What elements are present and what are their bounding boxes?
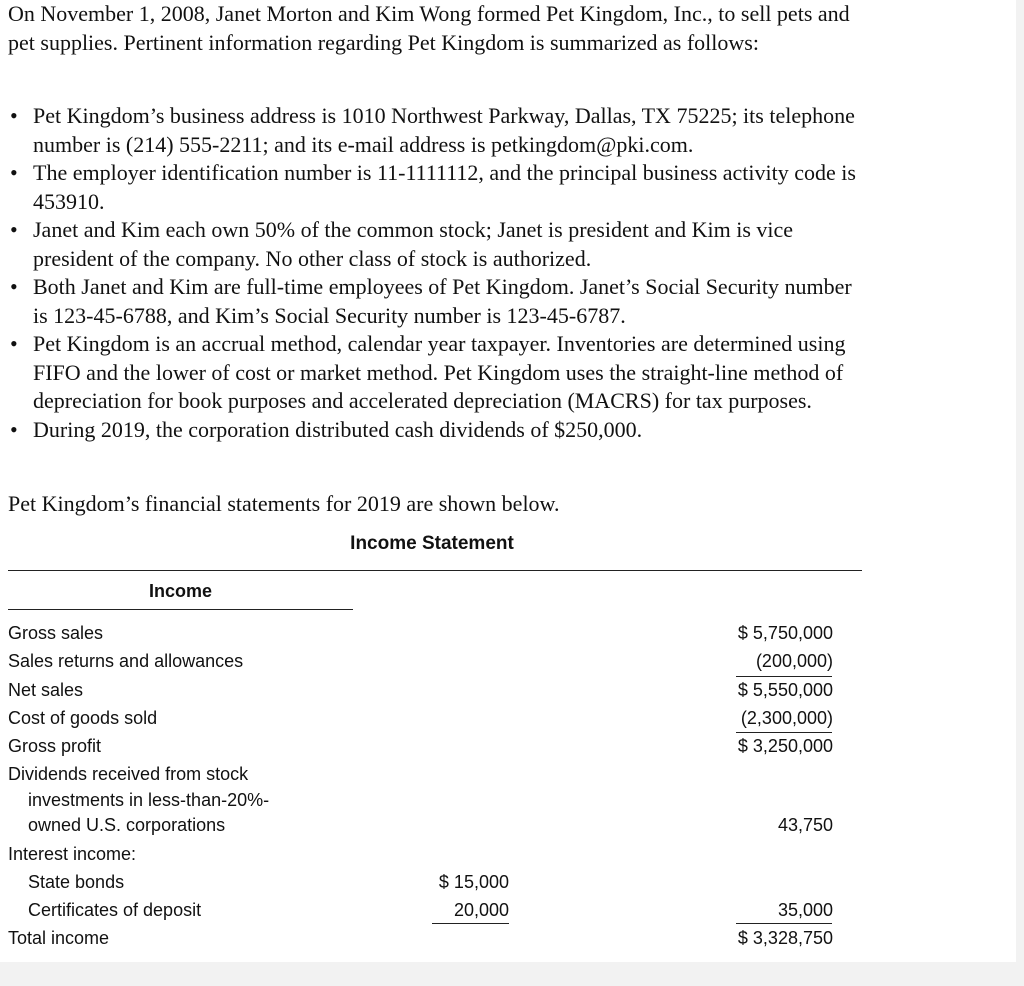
bullet-icon: • xyxy=(10,103,18,128)
list-item: • Janet and Kim each own 50% of the common stock; Janet is president and Kim is vice president of the company. No other class of stock is authorized. xyxy=(10,217,794,271)
row-label-cogs: Cost of goods sold xyxy=(8,708,158,728)
amount-total-income: $ 3,328,750 xyxy=(737,928,833,948)
intro-paragraph: On November 1, 2008, Janet Morton and Kim Wong formed Pet Kingdom, Inc., to sell pets and pet supplies. Pertinent information regarding Pet Kingdom is summarized as follows: xyxy=(8,1,850,55)
income-statement-title: Income Statement xyxy=(350,533,514,554)
row-label-gross-sales: Gross sales xyxy=(8,623,104,643)
row-label-dividends-1: Dividends received from stock xyxy=(8,764,249,784)
list-item: • Pet Kingdom’s business address is 1010 Northwest Parkway, Dallas, TX 75225; its telephone number is (214) 555-2211; and its e-mail address is petkingdom@pki.com. xyxy=(10,103,855,157)
row-label-interest-income: Interest income: xyxy=(8,844,137,864)
divider xyxy=(8,570,862,571)
list-item: • Both Janet and Kim are full-time employees of Pet Kingdom. Janet’s Social Security number is 123-45-6788, and Kim’s Social Security number is 123-45-6787. xyxy=(10,274,852,328)
amount-interest-total: 35,000 xyxy=(777,900,833,920)
bullet-icon: • xyxy=(10,160,18,185)
income-section-heading: Income xyxy=(148,581,213,601)
bullet-icon: • xyxy=(10,217,18,242)
statement-intro: Pet Kingdom’s financial statements for 2019 are shown below. xyxy=(8,491,560,516)
underline xyxy=(736,676,832,677)
list-item: • During 2019, the corporation distributed cash dividends of $250,000. xyxy=(8,416,864,445)
amount-gross-profit: $ 3,250,000 xyxy=(737,736,833,756)
row-label-certificates: Certificates of deposit xyxy=(28,900,202,920)
row-label-returns: Sales returns and allowances xyxy=(8,651,244,671)
divider xyxy=(8,609,353,610)
underline xyxy=(432,923,509,924)
row-label-dividends-3: owned U.S. corporations xyxy=(28,815,226,835)
row-label-state-bonds: State bonds xyxy=(28,872,125,892)
facts-list xyxy=(8,102,864,444)
list-item: • The employer identification number is 11-1111112, and the principal business activity code is 453910. xyxy=(10,160,856,214)
amount-certificates: 20,000 xyxy=(453,900,509,920)
row-label-gross-profit: Gross profit xyxy=(8,736,102,756)
bullet-icon: • xyxy=(10,274,18,299)
bullet-icon: • xyxy=(10,416,18,442)
row-label-dividends-2: investments in less-than-20%- xyxy=(28,790,270,810)
amount-cogs: (2,300,000) xyxy=(740,708,833,728)
list-item: • Pet Kingdom is an accrual method, calendar year taxpayer. Inventories are determined using FIFO and the lower of cost or market method. Pet Kingdom uses the straight-line method of depreciation for book purposes and accelerated depreciation (MACRS) for tax purposes. xyxy=(10,331,846,413)
amount-gross-sales: $ 5,750,000 xyxy=(737,623,833,643)
row-label-net-sales: Net sales xyxy=(8,680,84,700)
amount-net-sales: $ 5,550,000 xyxy=(737,680,833,700)
underline xyxy=(736,732,832,733)
amount-state-bonds: $ 15,000 xyxy=(438,872,509,892)
amount-returns: (200,000) xyxy=(755,651,833,671)
bullet-icon: • xyxy=(10,331,18,356)
underline xyxy=(736,923,832,924)
row-label-total-income: Total income xyxy=(8,928,110,948)
amount-dividends: 43,750 xyxy=(777,815,833,835)
